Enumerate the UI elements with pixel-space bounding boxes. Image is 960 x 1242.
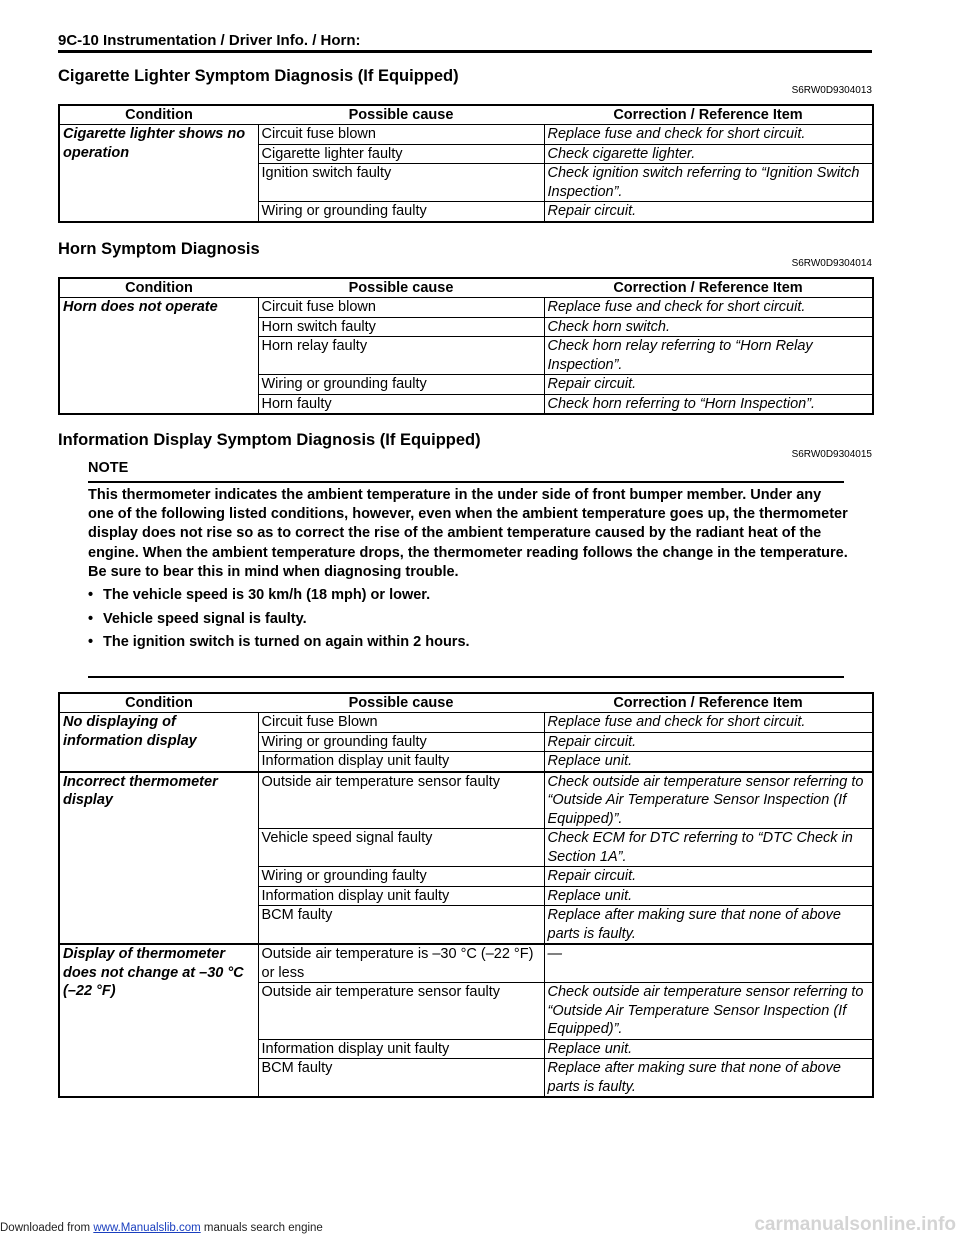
col-header-correction: Correction / Reference Item [544,693,873,713]
condition-cell: Cigarette lighter shows no operation [59,125,258,222]
correction-cell: Check horn relay referring to “Horn Relay Inspection”. [544,337,873,375]
cause-cell: BCM faulty [258,906,544,945]
table-row [59,713,873,733]
table-row [59,772,873,829]
cigarette-lighter-table [58,104,874,223]
cause-cell: Outside air temperature is –30 °C (–22 °F) or less [258,944,544,983]
note-top-rule [88,481,844,483]
cause-cell: Horn switch faulty [258,317,544,337]
cause-cell: BCM faulty [258,1059,544,1098]
correction-cell: Replace unit. [544,1039,873,1059]
correction-cell: Replace fuse and check for short circuit. [544,125,873,145]
cause-cell: Wiring or grounding faulty [258,375,544,395]
correction-cell: Repair circuit. [544,732,873,752]
correction-cell: Replace unit. [544,886,873,906]
condition-cell: Horn does not operate [59,298,258,415]
correction-cell: Repair circuit. [544,202,873,222]
section-code-information-display: S6RW0D9304015 [791,449,872,460]
correction-cell: Repair circuit. [544,375,873,395]
section-title-information-display: Information Display Symptom Diagnosis (If Equipped) [58,431,481,449]
watermark: carmanualsonline.info [754,1214,956,1235]
page-footer [0,1222,323,1234]
correction-cell: Replace after making sure that none of above parts is faulty. [544,1059,873,1098]
note-bottom-rule [88,676,844,678]
footer-suffix: manuals search engine [200,1222,323,1234]
note-label: NOTE [88,460,129,476]
section-title-horn: Horn Symptom Diagnosis [58,240,260,258]
note-body [88,486,848,657]
cause-cell: Outside air temperature sensor faulty [258,772,544,829]
correction-cell: Check outside air temperature sensor referring to “Outside Air Temperature Sensor Inspection (If Equipped)”. [544,983,873,1040]
list-item: • Vehicle speed signal is faulty. [88,610,848,629]
manualslib-link[interactable]: www.Manualslib.com [93,1222,201,1234]
correction-cell: Check horn switch. [544,317,873,337]
note-bullet-list [88,586,848,653]
horn-table [58,277,874,415]
correction-cell: Replace after making sure that none of above parts is faulty. [544,906,873,945]
correction-cell: Replace unit. [544,752,873,772]
cause-cell: Cigarette lighter faulty [258,144,544,164]
condition-cell: Display of thermometer does not change at –30 °C (–22 °F) [59,944,258,1097]
correction-cell: Repair circuit. [544,867,873,887]
cause-cell: Circuit fuse blown [258,125,544,145]
cause-cell: Circuit fuse blown [258,298,544,318]
correction-cell: Check horn referring to “Horn Inspection”. [544,394,873,414]
correction-cell: Replace fuse and check for short circuit. [544,298,873,318]
cause-cell: Horn faulty [258,394,544,414]
correction-cell: Check ECM for DTC referring to “DTC Check in Section 1A”. [544,829,873,867]
correction-cell: Replace fuse and check for short circuit. [544,713,873,733]
col-header-correction: Correction / Reference Item [544,278,873,298]
page-header: 9C-10 Instrumentation / Driver Info. / Horn: [58,32,361,49]
condition-cell: No displaying of information display [59,713,258,772]
section-title-cigarette-lighter: Cigarette Lighter Symptom Diagnosis (If Equipped) [58,67,459,85]
col-header-correction: Correction / Reference Item [544,105,873,125]
footer-prefix: Downloaded from [0,1222,94,1234]
cause-cell: Outside air temperature sensor faulty [258,983,544,1040]
note-paragraph: This thermometer indicates the ambient temperature in the under side of front bumper member. Under any one of the following listed conditions, however, even when the ambient temperature goes up, the thermometer display does not rise so as to correct the rise of the ambient temperature caused by the radiant heat of the engine. When the ambient temperature drops, the thermometer reading follows the change in the temperature. [88,487,848,561]
cause-cell: Circuit fuse Blown [258,713,544,733]
list-item: • The ignition switch is turned on again within 2 hours. [88,633,848,652]
col-header-condition: Condition [59,278,258,298]
cause-cell: Wiring or grounding faulty [258,202,544,222]
cause-cell: Wiring or grounding faulty [258,732,544,752]
condition-cell: Incorrect thermometer display [59,772,258,945]
correction-cell: Check ignition switch referring to “Ignition Switch Inspection”. [544,164,873,202]
header-rule [58,50,872,53]
col-header-cause: Possible cause [258,693,544,713]
list-item: • The vehicle speed is 30 km/h (18 mph) or lower. [88,586,848,605]
cause-cell: Vehicle speed signal faulty [258,829,544,867]
correction-cell: Check cigarette lighter. [544,144,873,164]
table-row [59,298,873,318]
information-display-table [58,692,874,1098]
table-row [59,944,873,983]
cause-cell: Information display unit faulty [258,1039,544,1059]
cause-cell: Information display unit faulty [258,886,544,906]
cause-cell: Information display unit faulty [258,752,544,772]
col-header-cause: Possible cause [258,278,544,298]
section-code-horn: S6RW0D9304014 [791,258,872,269]
note-reminder: Be sure to bear this in mind when diagnosing trouble. [88,563,459,580]
section-code-cigarette-lighter: S6RW0D9304013 [791,85,872,96]
correction-cell: Check outside air temperature sensor referring to “Outside Air Temperature Sensor Inspection (If Equipped)”. [544,772,873,829]
correction-cell: — [544,944,873,983]
col-header-cause: Possible cause [258,105,544,125]
cause-cell: Horn relay faulty [258,337,544,375]
table-row [59,125,873,145]
col-header-condition: Condition [59,105,258,125]
cause-cell: Ignition switch faulty [258,164,544,202]
cause-cell: Wiring or grounding faulty [258,867,544,887]
col-header-condition: Condition [59,693,258,713]
